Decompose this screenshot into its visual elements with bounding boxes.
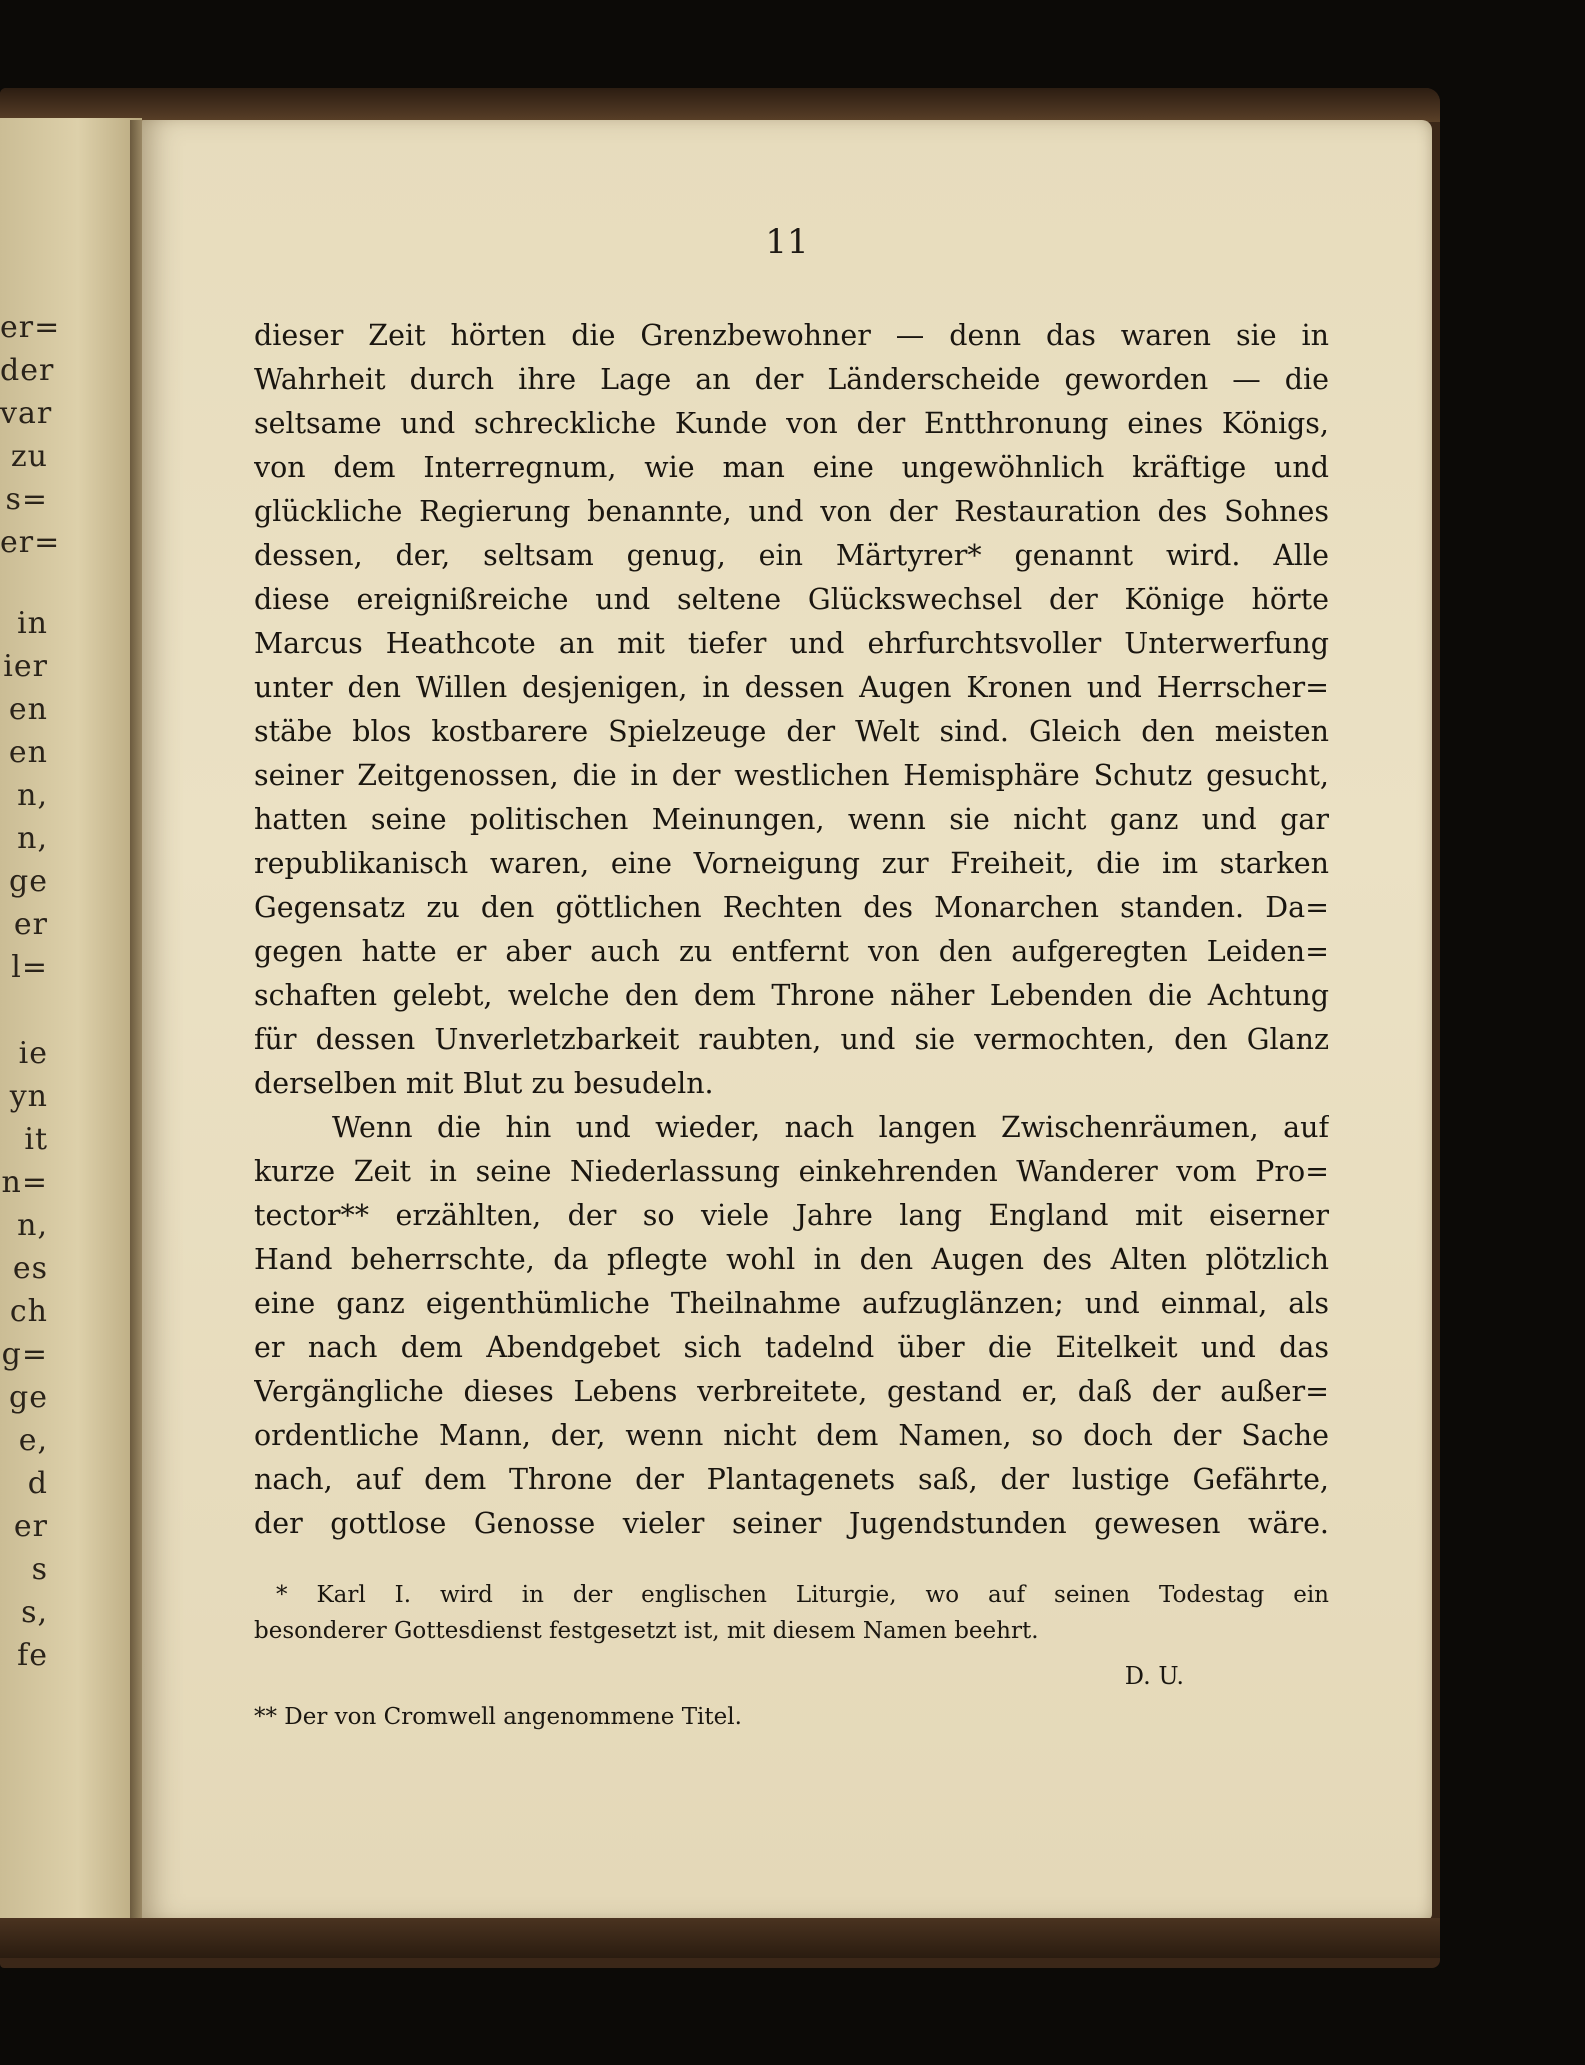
footnote-signature: D. U. [1124,1662,1184,1690]
text-line: Vergängliche dieses Lebens verbreitete, gestand er, daß der außer= [254,1375,1329,1408]
book-top-edge [0,88,1440,122]
text-line: gegen hatte er aber auch zu entfernt von den aufgeregten Leiden= [254,935,1329,968]
text-line: tector** erzählten, der so viele Jahre lang England mit eiserner [254,1199,1329,1232]
text-line: glückliche Regierung benannte, und von der Restauration des Sohnes [254,495,1329,528]
footnote-line: * Karl I. wird in der englischen Liturgie, wo auf seinen Todestag ein [276,1582,1329,1608]
text-line: seiner Zeitgenossen, die in der westlichen Hemisphäre Schutz gesucht, [254,759,1329,792]
left-page-fragment: l= [11,950,48,985]
text-line: der gottlose Genosse vieler seiner Jugendstunden gewesen wäre. [254,1507,1329,1540]
left-page-fragment: s [31,1552,48,1587]
left-page-fragment: s= [5,482,48,517]
left-page-fragment: zu [10,439,48,474]
text-line: eine ganz eigenthümliche Theilnahme aufzuglänzen; und einmal, als [254,1287,1329,1320]
right-page [142,120,1432,1920]
left-page-fragment: e, [18,1423,48,1458]
left-page-fragment: g= [1,1337,48,1372]
text-line: dieser Zeit hörten die Grenzbewohner — denn das waren sie in [254,319,1329,352]
text-line: er nach dem Abendgebet sich tadelnd über die Eitelkeit und das [254,1331,1329,1364]
left-page-fragment: er [13,907,48,942]
footnote-line: besonderer Gottesdienst festgesetzt ist, mit diesem Namen beehrt. [254,1618,1039,1644]
text-line: unter den Willen desjenigen, in dessen Augen Kronen und Herrscher= [254,671,1329,704]
left-page [0,118,142,1928]
left-page-fragment: fe [17,1638,48,1673]
left-page-fragment: n, [17,1208,48,1243]
left-page-fragment: yn [9,1079,48,1114]
text-line: hatten seine politischen Meinungen, wenn sie nicht ganz und gar [254,803,1329,836]
left-page-fragment: er [13,1509,48,1544]
left-page-fragment: er= [0,310,61,345]
text-line: von dem Interregnum, wie man eine ungewöhnlich kräftige und [254,451,1329,484]
left-page-fragment: ie [18,1036,48,1071]
left-page-fragment: n= [1,1165,48,1200]
text-line: seltsame und schreckliche Kunde von der Entthronung eines Königs, [254,407,1329,440]
text-line: Gegensatz zu den göttlichen Rechten des Monarchen standen. Da= [254,891,1329,924]
text-line: diese ereignißreiche und seltene Glückswechsel der Könige hörte [254,583,1329,616]
text-line: für dessen Unverletzbarkeit raubten, und sie vermochten, den Glanz [254,1023,1329,1056]
left-page-fragment: ge [9,864,48,899]
text-line: Wenn die hin und wieder, nach langen Zwischenräumen, auf [332,1111,1329,1144]
left-page-fragment: in [17,606,48,641]
page-number: 11 [765,222,809,262]
text-line: republikanisch waren, eine Vorneigung zur Freiheit, die im starken [254,847,1329,880]
text-line: kurze Zeit in seine Niederlassung einkehrenden Wanderer vom Pro= [254,1155,1329,1188]
left-page-fragment: var [0,396,53,431]
text-line: stäbe blos kostbarere Spielzeuge der Welt sind. Gleich den meisten [254,715,1329,748]
text-line: Wahrheit durch ihre Lage an der Länderscheide geworden — die [254,363,1329,396]
left-page-fragment: en [8,692,48,727]
left-page-fragment: es [12,1251,48,1286]
left-page-fragment: s, [21,1595,48,1630]
left-page-fragment: der [0,353,55,388]
footnote-line: ** Der von Cromwell angenommene Titel. [254,1704,742,1730]
left-page-fragment: er= [0,525,61,560]
text-line: derselben mit Blut zu besudeln. [254,1067,714,1100]
left-page-fragment: en [8,735,48,770]
left-page-fragment: ge [9,1380,48,1415]
text-line: nach, auf dem Throne der Plantagenets saß, der lustige Gefährte, [254,1463,1329,1496]
left-page-fragment: n, [17,821,48,856]
text-line: ordentliche Mann, der, wenn nicht dem Namen, so doch der Sache [254,1419,1329,1452]
text-line: schaften gelebt, welche den dem Throne näher Lebenden die Achtung [254,979,1329,1012]
book-bottom-edge [0,1918,1440,1958]
left-page-fragment: ier [3,649,48,684]
left-page-fragment: d [27,1466,48,1501]
left-page-fragment: n, [17,778,48,813]
left-page-fragment: ch [9,1294,48,1329]
text-line: Hand beherrschte, da pflegte wohl in den Augen des Alten plötzlich [254,1243,1329,1276]
left-page-fragment: it [24,1122,48,1157]
text-line: Marcus Heathcote an mit tiefer und ehrfurchtsvoller Unterwerfung [254,627,1329,660]
text-line: dessen, der, seltsam genug, ein Märtyrer* genannt wird. Alle [254,539,1329,572]
